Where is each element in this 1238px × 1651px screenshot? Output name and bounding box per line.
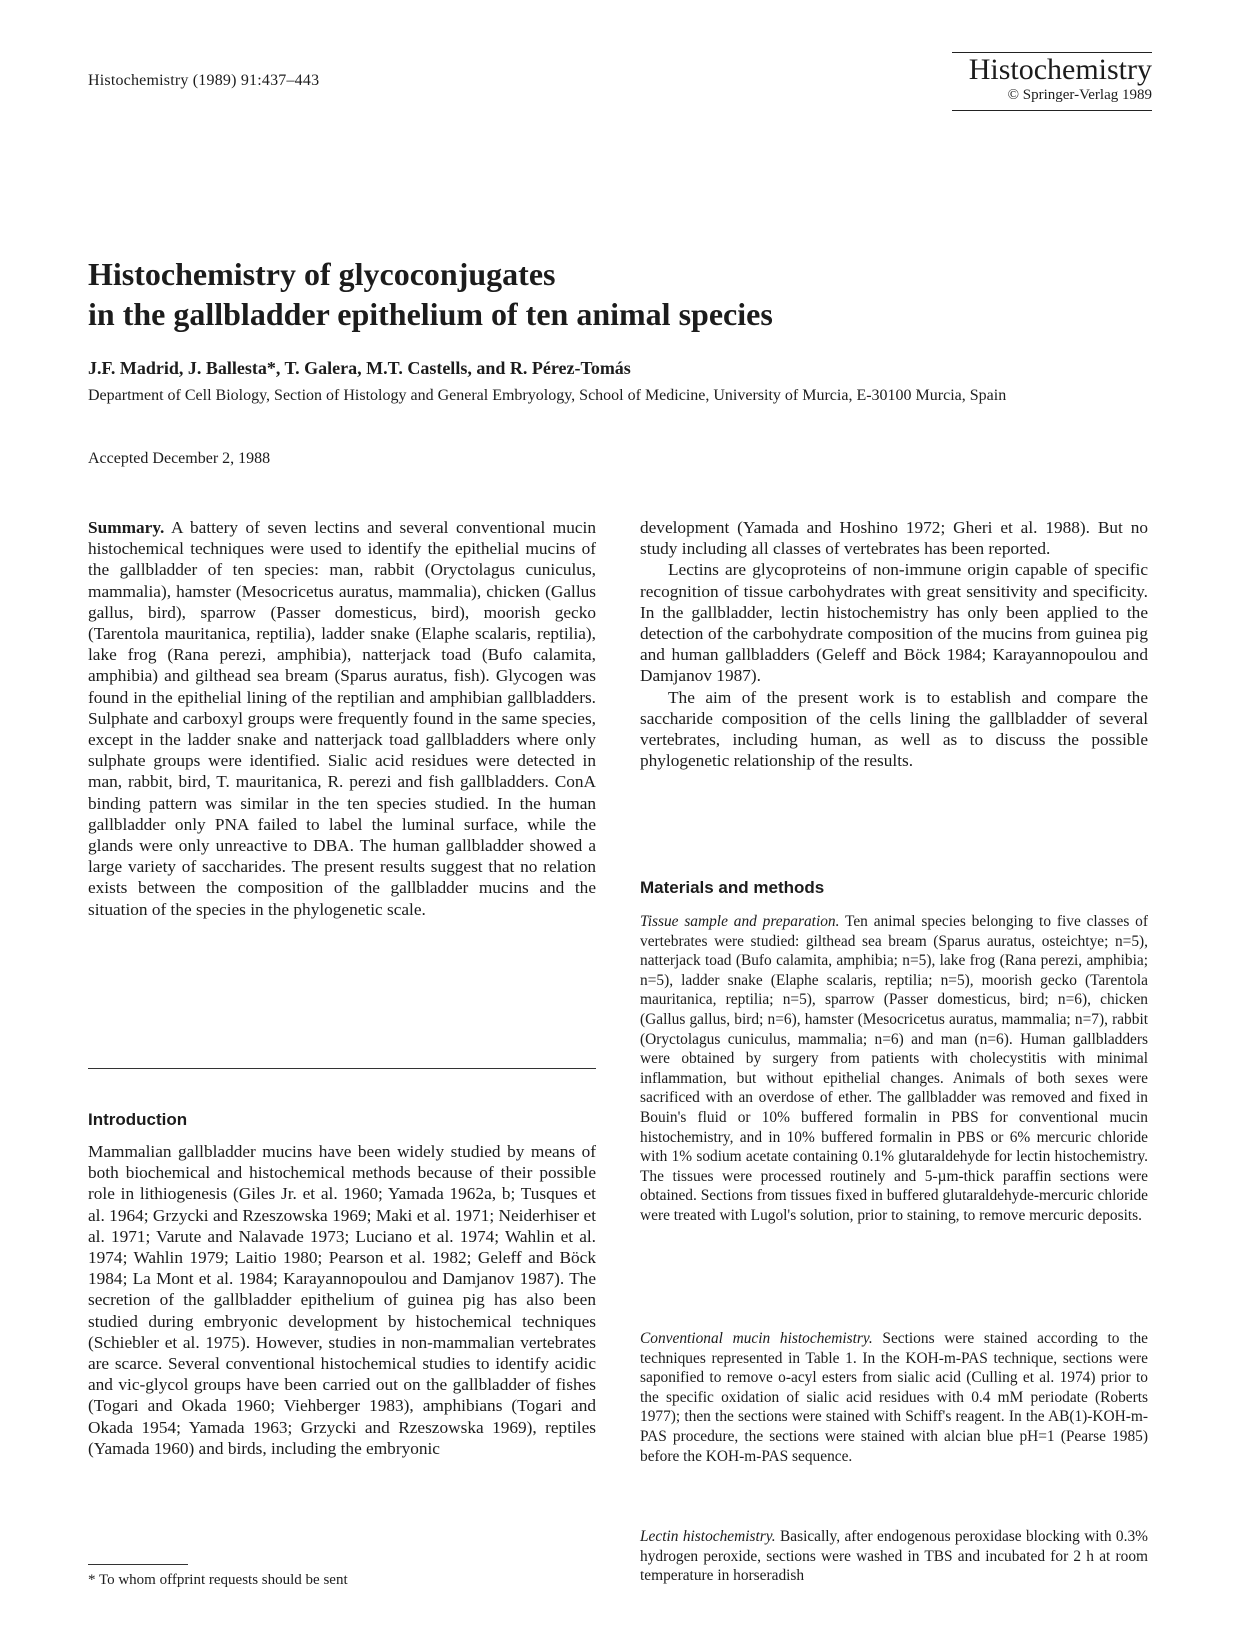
intro-para-2: Lectins are glycoproteins of non-immune origin capable of specific recognition of tissue carbohydrates with great sensitivity and specificity. In the gallbladder, lectin histochemistry has only been applied to the detection of the carbohydrate composition of the mucins from guinea pig and human gallbladders (Geleff and Böck 1984; Karayannopoulou and Damjanov 1987). xyxy=(640,560,1148,686)
title-line-1: Histochemistry of glycoconjugates xyxy=(88,256,556,292)
authors: J.F. Madrid, J. Ballesta*, T. Galera, M.T. Castells, and R. Pérez-Tomás xyxy=(88,358,631,378)
section-divider xyxy=(88,1068,596,1069)
conventional-text: Sections were stained according to the techniques represented in Table 1. In the KOH-m-PAS technique, sections were saponified to remove o-acyl esters from sialic acid (Culling et al. 1974) prior to the specific oxidation of sialic acid residues with 0.4 mM periodate (Roberts 1977); then the sections were stained with Schiff's reagent. In the AB(1)-KOH-m-PAS procedure, the sections were stained with alcian blue pH=1 (Pearse 1985) before the KOH-m-PAS sequence. xyxy=(640,1330,1148,1465)
intro-continued-block xyxy=(640,517,1148,771)
tissue-text: Ten animal species belonging to five classes of vertebrates were studied: gilthead sea bream (Sparus auratus, osteichtye; n=5), natterjack toad (Bufo calamita, amphibia; n=5), lake frog (Rana perezi, amphibia; n=5), ladder snake (Elaphe scalaris, reptilia; n=5), moorish gecko (Tarentola mauritanica, reptilia; n=5), sparrow (Passer domesticus, bird; n=6), chicken (Gallus gallus, bird; n=6), hamster (Mesocricetus auratus, mammalia; n=7), rabbit (Oryctolagus cuniculus, mammalia; n=6) and man (n=6). Human gallbladders were obtained by surgery from patients with cholecystitis with minimal inflammation, but without epithelial changes. Animals of both sexes were sacrificed with an overdose of ether. The gallbladder was removed and fixed in Bouin's fluid or 10% buffered formalin in PBS for conventional mucin histochemistry, and in 10% buffered formalin in PBS or 6% mercuric chloride with 1% sodium acetate containing 0.1% glutaraldehyde for lectin histochemistry. The tissues were processed routinely and 5-µm-thick paraffin sections were obtained. Sections from tissues fixed in buffered glutaraldehyde-mercuric chloride were treated with Lugol's solution, prior to staining, to remove mercuric deposits. xyxy=(640,913,1148,1224)
intro-para-1: development (Yamada and Hoshino 1972; Gheri et al. 1988). But no study including all classes of vertebrates has been reported. xyxy=(640,518,1148,559)
lectin-text: Basically, after endogenous peroxidase blocking with 0.3% hydrogen peroxide, sections were washed in TBS and incubated for 2 h at room temperature in horseradish xyxy=(640,1528,1148,1585)
masthead-rule-bottom xyxy=(952,110,1152,111)
methods-heading: Materials and methods xyxy=(640,878,825,897)
title-line-2: in the gallbladder epithelium of ten animal species xyxy=(88,296,773,332)
footnote-rule xyxy=(88,1564,188,1565)
methods-lectin-block xyxy=(640,1527,1148,1586)
intro-para-3: The aim of the present work is to establish and compare the saccharide composition of the cells lining the gallbladder of several vertebrates, including human, as well as to discuss the possible phylogenetic relationship of the results. xyxy=(640,687,1148,771)
accepted-date: Accepted December 2, 1988 xyxy=(88,450,271,467)
methods-conventional-block xyxy=(640,1329,1148,1466)
introduction-text: Mammalian gallbladder mucins have been widely studied by means of both biochemical and histochemical methods because of their possible role in lithiogenesis (Giles Jr. et al. 1960; Yamada 1962a, b; Tusques et al. 1964; Grzycki and Rzeszowska 1969; Maki et al. 1971; Neiderhiser et al. 1971; Varute and Nalavade 1973; Luciano et al. 1974; Wahlin et al. 1974; Wahlin 1979; Laitio 1980; Pearson et al. 1982; Geleff and Böck 1984; La Mont et al. 1984; Karayannopoulou and Damjanov 1987). The secretion of the gallbladder epithelium of guinea pig has also been studied during embryonic development by histochemical techniques (Schiebler et al. 1975). However, studies in non-mammalian vertebrates are scarce. Several conventional histochemical studies to identify acidic and vic-glycol groups have been carried out on the gallbladder of fishes (Togari and Okada 1960; Viehberger 1983), amphibians (Togari and Okada 1954; Yamada 1963; Grzycki and Rzeszowska 1969), reptiles (Yamada 1960) and birds, including the embryonic xyxy=(88,1142,596,1458)
conventional-label: Conventional mucin histochemistry. xyxy=(640,1330,873,1347)
article-title xyxy=(88,254,1148,334)
tissue-label: Tissue sample and preparation. xyxy=(640,913,840,930)
footnote: * To whom offprint requests should be sent xyxy=(88,1572,348,1588)
summary-text: A battery of seven lectins and several conventional mucin histochemical techniques were used to identify the epithelial mucins of the gallbladder of ten species: man, rabbit (Oryctolagus cuniculus, mammalia), hamster (Mesocricetus auratus, mammalia), chicken (Gallus gallus, bird), sparrow (Passer domesticus, bird), moorish gecko (Tarentola mauritanica, reptilia), ladder snake (Elaphe scalaris, reptilia), lake frog (Rana perezi, amphibia), natterjack toad (Bufo calamita, amphibia) and gilthead sea bream (Sparus auratus, fish). Glycogen was found in the epithelial lining of the reptilian and amphibian gallbladders. Sulphate and carboxyl groups were frequently found in the same species, except in the ladder snake and natterjack toad gallbladders where only sulphate groups were identified. Sialic acid residues were detected in man, rabbit, bird, T. mauritanica, R. perezi and fish gallbladders. ConA binding pattern was similar in the ten species studied. In the human gallbladder only PNA failed to label the luminal surface, while the glands were only unreactive to DBA. The human gallbladder showed a large variety of saccharides. The present results suggest that no relation exists between the composition of the gallbladder mucins and the situation of the species in the phylogenetic scale. xyxy=(88,518,596,919)
methods-tissue-block xyxy=(640,912,1148,1226)
introduction-text-block xyxy=(88,1141,596,1459)
summary-block xyxy=(88,517,596,920)
affiliation: Department of Cell Biology, Section of Histology and General Embryology, School of Medicine, University of Murcia, E-30100 Murcia, Spain xyxy=(88,387,1007,404)
journal-name: Histochemistry xyxy=(968,53,1152,86)
lectin-label: Lectin histochemistry. xyxy=(640,1528,776,1545)
running-head: Histochemistry (1989) 91:437–443 xyxy=(88,72,320,89)
summary-label: Summary. xyxy=(88,518,165,537)
journal-copyright: © Springer-Verlag 1989 xyxy=(1007,87,1152,103)
introduction-heading: Introduction xyxy=(88,1110,188,1129)
journal-masthead xyxy=(952,52,1152,111)
